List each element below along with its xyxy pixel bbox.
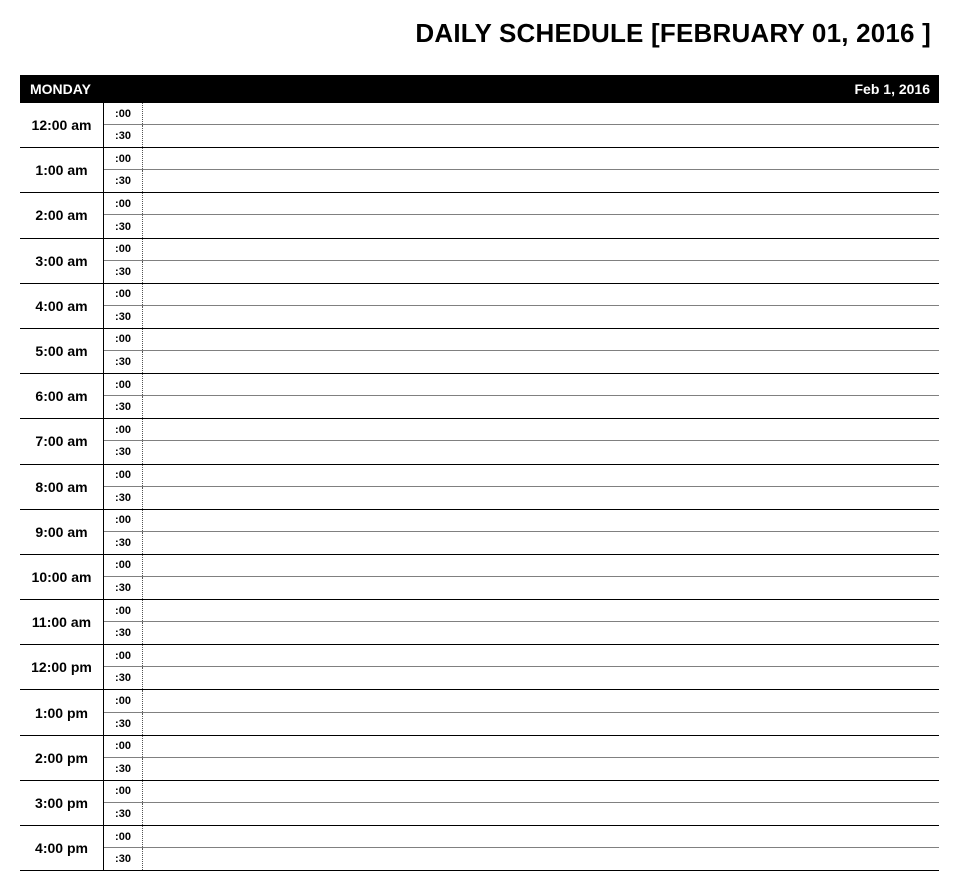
hour-label: 6:00 am <box>20 374 104 418</box>
hour-slots <box>104 329 939 373</box>
schedule-entry-cell[interactable] <box>143 555 939 576</box>
schedule-entry-cell[interactable] <box>143 758 939 780</box>
hour-label: 4:00 am <box>20 284 104 328</box>
minute-label: :00 <box>104 374 143 395</box>
half-hour-slot <box>104 487 939 509</box>
hour-slots <box>104 419 939 463</box>
minute-label: :00 <box>104 510 143 531</box>
hour-row <box>20 284 939 329</box>
hour-label: 4:00 pm <box>20 826 104 870</box>
schedule-entry-cell[interactable] <box>143 713 939 735</box>
schedule-entry-cell[interactable] <box>143 396 939 418</box>
minute-label: :30 <box>104 532 143 554</box>
half-hour-slot <box>104 441 939 463</box>
schedule-entry-cell[interactable] <box>143 306 939 328</box>
minute-label: :30 <box>104 441 143 463</box>
minute-label: :00 <box>104 736 143 757</box>
half-hour-slot <box>104 803 939 825</box>
minute-label: :30 <box>104 170 143 192</box>
minute-label: :00 <box>104 419 143 440</box>
schedule-entry-cell[interactable] <box>143 690 939 711</box>
half-hour-slot <box>104 103 939 125</box>
minute-label: :00 <box>104 103 143 124</box>
schedule-entry-cell[interactable] <box>143 532 939 554</box>
day-name: MONDAY <box>30 81 91 97</box>
half-hour-slot <box>104 600 939 622</box>
half-hour-slot <box>104 826 939 848</box>
schedule-entry-cell[interactable] <box>143 419 939 440</box>
minute-label: :30 <box>104 577 143 599</box>
minute-label: :00 <box>104 193 143 214</box>
hour-slots <box>104 239 939 283</box>
schedule-entry-cell[interactable] <box>143 622 939 644</box>
schedule-entry-cell[interactable] <box>143 600 939 621</box>
schedule-entry-cell[interactable] <box>143 374 939 395</box>
hour-label: 2:00 pm <box>20 736 104 780</box>
hour-slots <box>104 826 939 870</box>
minute-label: :30 <box>104 667 143 689</box>
schedule-entry-cell[interactable] <box>143 848 939 870</box>
hour-row <box>20 736 939 781</box>
hour-row <box>20 239 939 284</box>
schedule-entry-cell[interactable] <box>143 103 939 124</box>
schedule-entry-cell[interactable] <box>143 239 939 260</box>
half-hour-slot <box>104 577 939 599</box>
hour-slots <box>104 193 939 237</box>
hour-label: 2:00 am <box>20 193 104 237</box>
minute-label: :30 <box>104 848 143 870</box>
half-hour-slot <box>104 736 939 758</box>
half-hour-slot <box>104 667 939 689</box>
hour-slots <box>104 374 939 418</box>
hour-slots <box>104 645 939 689</box>
schedule-entry-cell[interactable] <box>143 465 939 486</box>
hour-label: 11:00 am <box>20 600 104 644</box>
hour-row <box>20 148 939 193</box>
hour-row <box>20 690 939 735</box>
schedule-entry-cell[interactable] <box>143 351 939 373</box>
half-hour-slot <box>104 396 939 418</box>
schedule-entry-cell[interactable] <box>143 170 939 192</box>
schedule-grid <box>20 103 939 871</box>
half-hour-slot <box>104 284 939 306</box>
hour-row <box>20 510 939 555</box>
half-hour-slot <box>104 781 939 803</box>
half-hour-slot <box>104 215 939 237</box>
hour-label: 8:00 am <box>20 465 104 509</box>
half-hour-slot <box>104 419 939 441</box>
hour-slots <box>104 600 939 644</box>
hour-label: 12:00 am <box>20 103 104 147</box>
hour-label: 12:00 pm <box>20 645 104 689</box>
minute-label: :30 <box>104 803 143 825</box>
half-hour-slot <box>104 713 939 735</box>
hour-slots <box>104 690 939 734</box>
hour-row <box>20 826 939 871</box>
hour-label: 9:00 am <box>20 510 104 554</box>
hour-slots <box>104 736 939 780</box>
hour-row <box>20 374 939 419</box>
schedule-entry-cell[interactable] <box>143 736 939 757</box>
minute-label: :00 <box>104 690 143 711</box>
hour-label: 3:00 pm <box>20 781 104 825</box>
hour-label: 5:00 am <box>20 329 104 373</box>
minute-label: :00 <box>104 555 143 576</box>
schedule-entry-cell[interactable] <box>143 284 939 305</box>
header-date: Feb 1, 2016 <box>854 81 930 97</box>
minute-label: :00 <box>104 284 143 305</box>
hour-label: 1:00 am <box>20 148 104 192</box>
minute-label: :00 <box>104 781 143 802</box>
schedule-entry-cell[interactable] <box>143 781 939 802</box>
day-header <box>20 75 939 103</box>
minute-label: :00 <box>104 148 143 169</box>
half-hour-slot <box>104 510 939 532</box>
half-hour-slot <box>104 848 939 870</box>
half-hour-slot <box>104 193 939 215</box>
page-title: DAILY SCHEDULE [FEBRUARY 01, 2016 ] <box>415 18 931 48</box>
half-hour-slot <box>104 351 939 373</box>
minute-label: :30 <box>104 487 143 509</box>
hour-label: 1:00 pm <box>20 690 104 734</box>
half-hour-slot <box>104 170 939 192</box>
half-hour-slot <box>104 306 939 328</box>
schedule-entry-cell[interactable] <box>143 329 939 350</box>
minute-label: :00 <box>104 826 143 847</box>
minute-label: :30 <box>104 396 143 418</box>
schedule-entry-cell[interactable] <box>143 148 939 169</box>
half-hour-slot <box>104 555 939 577</box>
hour-label: 10:00 am <box>20 555 104 599</box>
hour-slots <box>104 555 939 599</box>
hour-slots <box>104 510 939 554</box>
hour-row <box>20 329 939 374</box>
minute-label: :00 <box>104 329 143 350</box>
minute-label: :00 <box>104 239 143 260</box>
hour-row <box>20 465 939 510</box>
hour-row <box>20 103 939 148</box>
schedule-entry-cell[interactable] <box>143 826 939 847</box>
hour-label: 3:00 am <box>20 239 104 283</box>
schedule-entry-cell[interactable] <box>143 215 939 237</box>
half-hour-slot <box>104 758 939 780</box>
minute-label: :30 <box>104 351 143 373</box>
minute-label: :30 <box>104 306 143 328</box>
hour-row <box>20 781 939 826</box>
half-hour-slot <box>104 261 939 283</box>
schedule-entry-cell[interactable] <box>143 125 939 147</box>
schedule-entry-cell[interactable] <box>143 645 939 666</box>
half-hour-slot <box>104 148 939 170</box>
schedule-entry-cell[interactable] <box>143 577 939 599</box>
schedule-entry-cell[interactable] <box>143 261 939 283</box>
schedule-entry-cell[interactable] <box>143 487 939 509</box>
minute-label: :00 <box>104 465 143 486</box>
half-hour-slot <box>104 329 939 351</box>
half-hour-slot <box>104 532 939 554</box>
schedule-entry-cell[interactable] <box>143 667 939 689</box>
minute-label: :30 <box>104 125 143 147</box>
half-hour-slot <box>104 690 939 712</box>
minute-label: :00 <box>104 600 143 621</box>
half-hour-slot <box>104 374 939 396</box>
hour-slots <box>104 284 939 328</box>
hour-row <box>20 555 939 600</box>
hour-slots <box>104 781 939 825</box>
hour-label: 7:00 am <box>20 419 104 463</box>
minute-label: :30 <box>104 758 143 780</box>
minute-label: :30 <box>104 261 143 283</box>
minute-label: :30 <box>104 713 143 735</box>
half-hour-slot <box>104 239 939 261</box>
hour-row <box>20 645 939 690</box>
schedule-entry-cell[interactable] <box>143 193 939 214</box>
schedule-entry-cell[interactable] <box>143 510 939 531</box>
hour-row <box>20 419 939 464</box>
half-hour-slot <box>104 645 939 667</box>
half-hour-slot <box>104 125 939 147</box>
schedule-entry-cell[interactable] <box>143 441 939 463</box>
minute-label: :30 <box>104 215 143 237</box>
half-hour-slot <box>104 622 939 644</box>
minute-label: :00 <box>104 645 143 666</box>
schedule-entry-cell[interactable] <box>143 803 939 825</box>
hour-row <box>20 193 939 238</box>
minute-label: :30 <box>104 622 143 644</box>
hour-slots <box>104 103 939 147</box>
hour-slots <box>104 148 939 192</box>
hour-row <box>20 600 939 645</box>
half-hour-slot <box>104 465 939 487</box>
hour-slots <box>104 465 939 509</box>
